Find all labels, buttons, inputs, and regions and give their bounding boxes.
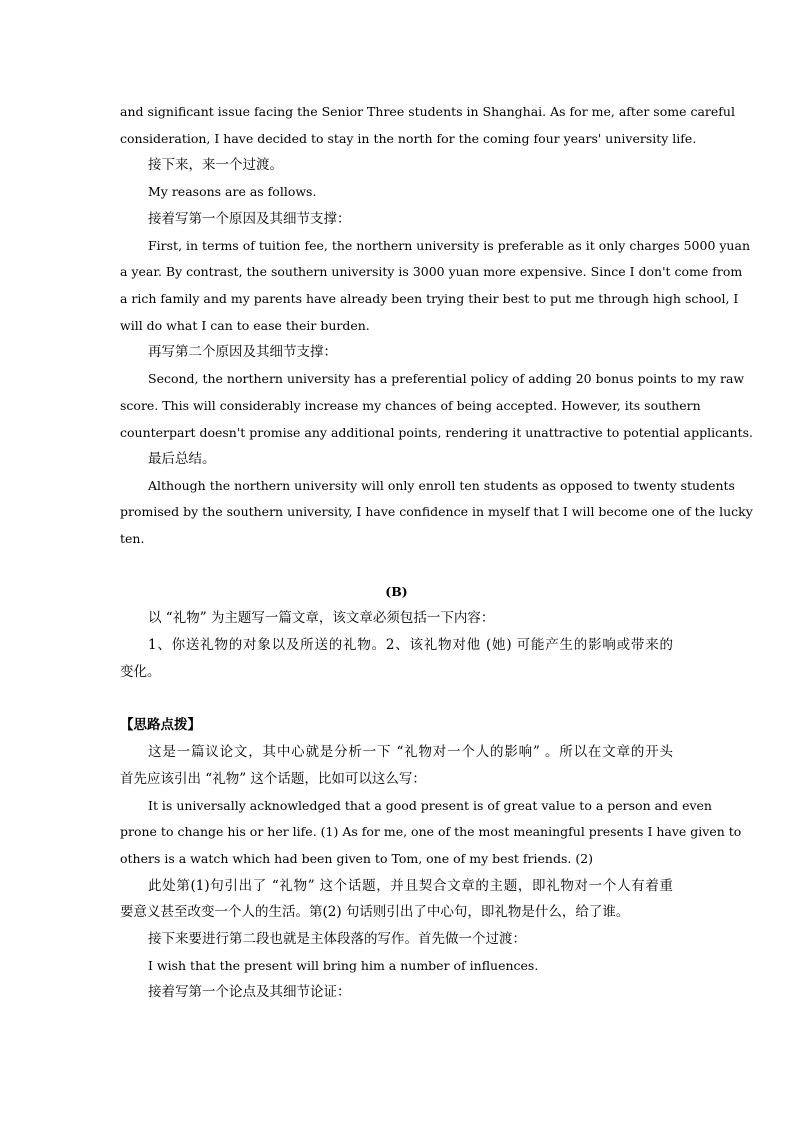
text-line-zh: 要意义甚至改变一个人的生活。第(2) 句话则引出了中心句，即礼物是什么，给了谁。 [120, 904, 630, 920]
text-line-zh: 变化。 [120, 664, 161, 680]
text-line: counterpart doesn't promise any additional points, rendering it unattractive to potential applicants. [120, 425, 754, 440]
text-line-zh: 接下来要进行第二段也就是主体段落的写作。首先做一个过渡： [148, 931, 526, 947]
text-line: I wish that the present will bring him a number of influences. [148, 958, 539, 973]
section-heading: 【思路点拨】 [120, 717, 201, 733]
text-line: My reasons are as follows. [148, 184, 317, 199]
text-line-zh: 接下来，来一个过渡。 [148, 157, 283, 173]
text-line: First, in terms of tuition fee, the northern university is preferable as it only charges 5000 yuan [148, 238, 750, 253]
text-line: and significant issue facing the Senior Three students in Shanghai. As for me, after some careful [120, 104, 735, 119]
text-line-zh: 首先应该引出 “礼物” 这个话题，比如可以这么写： [120, 771, 426, 787]
text-line-zh: 此处第(1)句引出了 “礼物” 这个话题，并且契合文章的主题，即礼物对一个人有着重 [148, 878, 673, 894]
text-line: Second, the northern university has a preferential policy of adding 20 bonus points to my raw [148, 371, 745, 386]
text-line-zh: 这是一篇议论文，其中心就是分析一下 “礼物对一个人的影响” 。所以在文章的开头 [148, 744, 673, 760]
text-line-zh: 接着写第一个论点及其细节论证： [148, 984, 351, 1000]
text-line: prone to change his or her life. (1) As for me, one of the most meaningful presents I have given to [120, 824, 742, 839]
text-line-zh: 以 “礼物” 为主题写一篇文章，该文章必须包括一下内容： [148, 610, 495, 626]
text-line: score. This will considerably increase my chances of being accepted. However, its southern [120, 398, 701, 413]
text-line: It is universally acknowledged that a good present is of great value to a person and even [148, 798, 712, 813]
text-line: a rich family and my parents have already been trying their best to put me through high school, I [120, 291, 739, 306]
text-line: others is a watch which had been given to Tom, one of my best friends. (2) [120, 851, 594, 866]
text-line: promised by the southern university, I have confidence in myself that I will become one of the lucky [120, 504, 753, 519]
text-line: ten. [120, 531, 145, 546]
text-line-zh: 接着写第一个原因及其细节支撑： [148, 211, 351, 227]
text-line-zh: 再写第二个原因及其细节支撑： [148, 344, 337, 360]
section-heading: (B) [385, 584, 408, 599]
text-line: consideration, I have decided to stay in the north for the coming four years' university life. [120, 131, 697, 146]
text-line-zh: 最后总结。 [148, 451, 216, 467]
text-line: will do what I can to ease their burden. [120, 318, 370, 333]
text-line: Although the northern university will only enroll ten students as opposed to twenty students [148, 478, 735, 493]
text-line-zh: 1、你送礼物的对象以及所送的礼物。2、该礼物对他 (她) 可能产生的影响或带来的 [148, 637, 673, 653]
text-line: a year. By contrast, the southern university is 3000 yuan more expensive. Since I don't come from [120, 264, 743, 279]
